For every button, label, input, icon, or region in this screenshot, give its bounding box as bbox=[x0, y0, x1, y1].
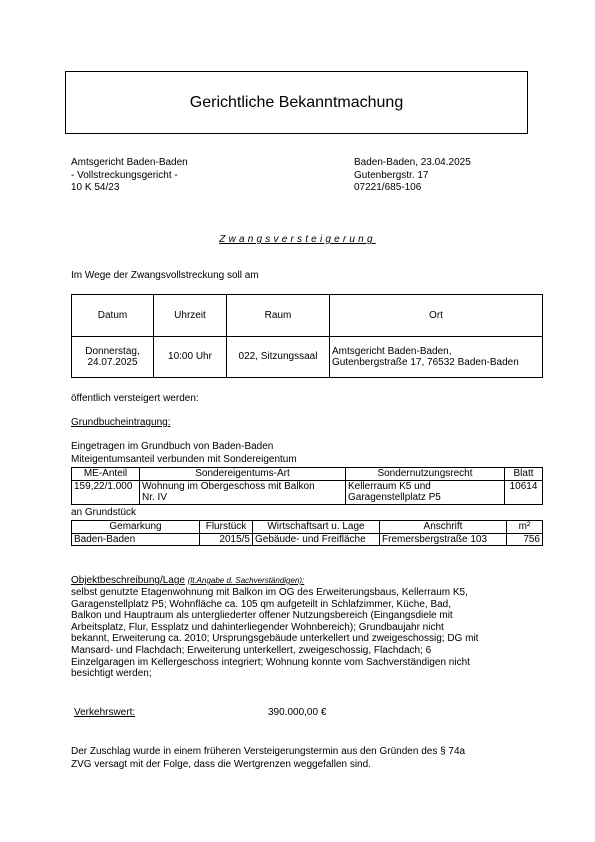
objekt-description bbox=[71, 587, 531, 680]
grundbuch-text bbox=[71, 441, 297, 466]
objekt-note: (lt.Angabe d. Sachverständigen): bbox=[187, 576, 305, 585]
objekt-heading: Objektbeschreibung/Lage bbox=[71, 575, 185, 586]
header-gemarkung: Gemarkung bbox=[72, 521, 200, 534]
objekt-heading-line bbox=[71, 575, 304, 588]
place-line2: Gutenbergstraße 17, 76532 Baden-Baden bbox=[332, 357, 519, 368]
cell-share: 159,22/1.000 bbox=[72, 480, 140, 504]
header-ort: Ort bbox=[330, 295, 543, 337]
parcel-row bbox=[72, 533, 543, 546]
recht-line1: Kellerraum K5 und bbox=[348, 480, 431, 492]
closing-line1: Der Zuschlag wurde in einem früheren Versteigerungstermin aus den Gründen des § 74a bbox=[71, 746, 466, 757]
court-info-right bbox=[354, 157, 471, 195]
title-box bbox=[65, 71, 528, 134]
cell-gemarkung: Baden-Baden bbox=[72, 533, 200, 546]
header-anschrift: Anschrift bbox=[380, 521, 507, 534]
header-raum: Raum bbox=[227, 295, 330, 337]
court-street: Gutenbergstr. 17 bbox=[354, 169, 429, 181]
ownership-header-row bbox=[72, 468, 543, 481]
heading-wrap bbox=[0, 234, 595, 245]
art-line1: Wohnung im Obergeschoss mit Balkon bbox=[142, 480, 315, 492]
section-heading: Zwangsversteigerung bbox=[219, 234, 376, 245]
ownership-table bbox=[71, 467, 543, 505]
schedule-header-row bbox=[72, 295, 543, 337]
date-value: 24.07.2025 bbox=[87, 357, 138, 368]
objekt-line: Arbeitsplatz, Flur, Essplatz und dahinterliegender Wohnbereich); Grundbaujahr nicht bbox=[71, 621, 444, 633]
objekt-line: besichtigt werden; bbox=[71, 668, 152, 680]
schedule-row bbox=[72, 337, 543, 378]
page-title: Gerichtliche Bekanntmachung bbox=[189, 93, 404, 111]
cell-art bbox=[140, 480, 346, 504]
verkehrswert-label: Verkehrswert: bbox=[74, 707, 136, 718]
verkehrswert-value: 390.000,00 € bbox=[268, 707, 327, 718]
schedule-table bbox=[71, 294, 543, 378]
objekt-line: Mansard- und Flachdach; Erweiterung unterkellert, zweigeschossig, Flachdach; 6 bbox=[71, 644, 432, 656]
court-name: Amtsgericht Baden-Baden bbox=[71, 157, 188, 168]
header-uhrzeit: Uhrzeit bbox=[154, 295, 227, 337]
header-sondereigentum: Sondereigentums-Art bbox=[140, 468, 346, 481]
cell-recht bbox=[346, 480, 505, 504]
cell-blatt: 10614 bbox=[505, 480, 543, 504]
header-blatt: Blatt bbox=[505, 468, 543, 481]
grundbuch-line2: Miteigentumsanteil verbunden mit Sondereigentum bbox=[71, 453, 297, 465]
cell-anschrift: Fremersbergstraße 103 bbox=[380, 533, 507, 546]
objekt-line: Balkon und Hauptraum als untergliederter offener Nutzungsbereich (Eingangsdiele mit bbox=[71, 610, 453, 622]
court-phone: 07221/685-106 bbox=[354, 182, 422, 193]
cell-wirtschaftsart: Gebäude- und Freifläche bbox=[253, 533, 380, 546]
cell-m2: 756 bbox=[507, 533, 543, 546]
grundbuch-line1: Eingetragen im Grundbuch von Baden-Baden bbox=[71, 441, 274, 452]
ownership-row bbox=[72, 480, 543, 504]
header-wirtschaftsart: Wirtschaftsart u. Lage bbox=[253, 521, 380, 534]
cell-raum: 022, Sitzungssaal bbox=[227, 337, 330, 378]
an-grundstueck-label: an Grundstück bbox=[71, 507, 137, 518]
intro-text: Im Wege der Zwangsvollstreckung soll am bbox=[71, 270, 259, 281]
case-number: 10 K 54/23 bbox=[71, 182, 120, 193]
court-department: - Vollstreckungsgericht - bbox=[71, 169, 178, 181]
objekt-line: selbst genutzte Etagenwohnung mit Balkon im OG des Erweiterungsbaus, Kellerraum K5, bbox=[71, 587, 468, 598]
objekt-line: Garagenstellplatz P5; Wohnfläche ca. 105 qm aufgeteilt in Schlafzimmer, Küche, Bad, bbox=[71, 598, 452, 610]
closing-text bbox=[71, 746, 465, 771]
header-flurstueck: Flurstück bbox=[200, 521, 253, 534]
cell-uhrzeit: 10:00 Uhr bbox=[154, 337, 227, 378]
objekt-line: Einzelgaragen im Kellergeschoss integriert; Wohnung konnte vom Sachverständigen nicht bbox=[71, 656, 470, 668]
cell-flurstueck: 2015/5 bbox=[200, 533, 253, 546]
cell-ort bbox=[330, 337, 543, 378]
header-sondernutzungsrecht: Sondernutzungsrecht bbox=[346, 468, 505, 481]
grundbuch-heading: Grundbucheintragung: bbox=[71, 417, 171, 428]
art-line2: Nr. IV bbox=[142, 492, 168, 503]
cell-datum bbox=[72, 337, 154, 378]
place-line1: Amtsgericht Baden-Baden, bbox=[332, 345, 452, 357]
objekt-line: bekannt, Erweiterung ca. 2010; Ursprungsgebäude unterkellert und zweigeschossig; DG mit bbox=[71, 633, 479, 645]
court-info-left bbox=[71, 157, 188, 195]
header-me-anteil: ME-Anteil bbox=[72, 468, 140, 481]
header-m2: m² bbox=[507, 521, 543, 534]
header-datum: Datum bbox=[72, 295, 154, 337]
date-weekday: Donnerstag, bbox=[85, 345, 140, 357]
parcel-header-row bbox=[72, 521, 543, 534]
after-table-text: öffentlich versteigert werden: bbox=[71, 393, 199, 404]
place-date: Baden-Baden, 23.04.2025 bbox=[354, 157, 471, 168]
parcel-table bbox=[71, 520, 543, 546]
closing-line2: ZVG versagt mit der Folge, dass die Wertgrenzen weggefallen sind. bbox=[71, 758, 371, 770]
recht-line2: Garagenstellplatz P5 bbox=[348, 492, 441, 503]
